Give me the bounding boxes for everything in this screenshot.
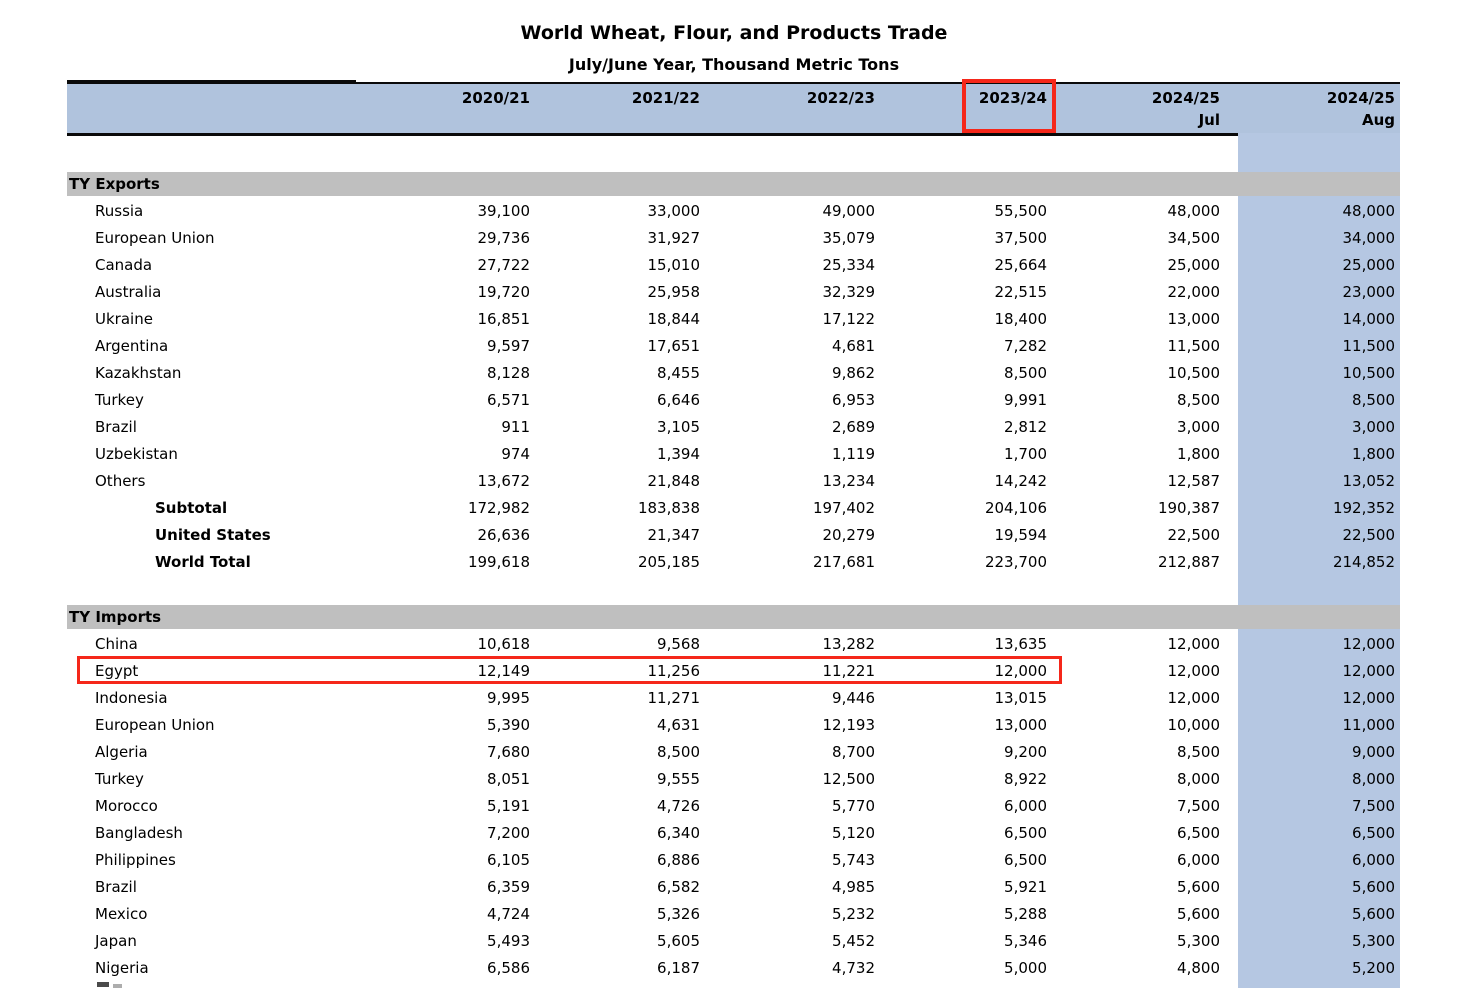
cell-col6: 12,000	[1342, 635, 1395, 653]
cell-col6: 5,600	[1352, 878, 1395, 896]
section-header-ty-imports: TY Imports	[67, 605, 1400, 629]
cell-col4: 8,922	[1004, 770, 1047, 788]
row-label: Egypt	[95, 662, 139, 680]
row-label: Kazakhstan	[95, 364, 182, 382]
cell-col5: 48,000	[1167, 202, 1220, 220]
cell-col1: 8,051	[487, 770, 530, 788]
cell-col5: 13,000	[1167, 310, 1220, 328]
cell-col1: 19,720	[477, 283, 530, 301]
cell-col6: 48,000	[1342, 202, 1395, 220]
header-bottom-border	[67, 133, 1238, 136]
cell-col2: 33,000	[647, 202, 700, 220]
cell-col5: 3,000	[1177, 418, 1220, 436]
table-header	[67, 84, 1400, 133]
table-row	[67, 739, 1400, 766]
cell-col4: 204,106	[984, 499, 1047, 517]
row-label: Argentina	[95, 337, 169, 355]
cell-col4: 37,500	[994, 229, 1047, 247]
cell-col5: 5,600	[1177, 905, 1220, 923]
cell-col1: 12,149	[477, 662, 530, 680]
cell-col4: 2,812	[1004, 418, 1047, 436]
row-label: Morocco	[95, 797, 158, 815]
cell-col6: 11,000	[1342, 716, 1395, 734]
cell-col5: 8,000	[1177, 770, 1220, 788]
cell-col4: 6,000	[1004, 797, 1047, 815]
cell-col1: 29,736	[477, 229, 530, 247]
row-label: United States	[155, 526, 271, 544]
annotation-box-egypt-row	[77, 656, 1062, 684]
cell-col3: 32,329	[822, 283, 875, 301]
column-header-month: Jul	[1198, 111, 1220, 129]
partial-next-row-text	[113, 984, 122, 988]
table-row	[67, 901, 1400, 928]
cell-col2: 17,651	[647, 337, 700, 355]
column-header-year: 2020/21	[461, 89, 530, 107]
cell-col3: 4,985	[832, 878, 875, 896]
table-row	[67, 468, 1400, 495]
cell-col3: 49,000	[822, 202, 875, 220]
row-label: European Union	[95, 716, 215, 734]
cell-col2: 9,555	[657, 770, 700, 788]
table-row	[67, 279, 1400, 306]
table-row	[67, 495, 1400, 522]
row-label: Japan	[95, 932, 137, 950]
cell-col3: 1,119	[832, 445, 875, 463]
cell-col6: 12,000	[1342, 689, 1395, 707]
cell-col3: 11,221	[822, 662, 875, 680]
cell-col4: 18,400	[994, 310, 1047, 328]
cell-col5: 190,387	[1157, 499, 1220, 517]
cell-col1: 6,571	[487, 391, 530, 409]
cell-col2: 4,631	[657, 716, 700, 734]
table-row	[67, 820, 1400, 847]
cell-col2: 3,105	[657, 418, 700, 436]
row-label: Russia	[95, 202, 144, 220]
table-row	[67, 549, 1400, 576]
cell-col5: 212,887	[1157, 553, 1220, 571]
cell-col1: 13,672	[477, 472, 530, 490]
cell-col4: 25,664	[994, 256, 1047, 274]
cell-col3: 5,232	[832, 905, 875, 923]
cell-col6: 12,000	[1342, 662, 1395, 680]
report-subtitle: July/June Year, Thousand Metric Tons	[568, 55, 900, 74]
row-label: Bangladesh	[95, 824, 183, 842]
cell-col3: 5,743	[832, 851, 875, 869]
cell-col2: 11,256	[647, 662, 700, 680]
cell-col5: 7,500	[1177, 797, 1220, 815]
column-header-year: 2022/23	[806, 89, 875, 107]
row-label: Ukraine	[95, 310, 153, 328]
cell-col4: 22,515	[994, 283, 1047, 301]
cell-col6: 10,500	[1342, 364, 1395, 382]
cell-col6: 7,500	[1352, 797, 1395, 815]
row-label: Nigeria	[95, 959, 149, 977]
cell-col2: 1,394	[657, 445, 700, 463]
table-row	[67, 793, 1400, 820]
cell-col5: 5,600	[1177, 878, 1220, 896]
cell-col1: 4,724	[487, 905, 530, 923]
cell-col2: 6,646	[657, 391, 700, 409]
cell-col1: 10,618	[477, 635, 530, 653]
cell-col2: 4,726	[657, 797, 700, 815]
cell-col2: 5,605	[657, 932, 700, 950]
cell-col5: 10,000	[1167, 716, 1220, 734]
cell-col1: 9,597	[487, 337, 530, 355]
cell-col3: 197,402	[812, 499, 875, 517]
cell-col5: 8,500	[1177, 743, 1220, 761]
cell-col6: 1,800	[1352, 445, 1395, 463]
cell-col2: 18,844	[647, 310, 700, 328]
cell-col1: 5,191	[487, 797, 530, 815]
cell-col4: 9,991	[1004, 391, 1047, 409]
partial-next-row-text	[97, 982, 109, 987]
cell-col4: 5,288	[1004, 905, 1047, 923]
table-row	[67, 414, 1400, 441]
cell-col3: 9,446	[832, 689, 875, 707]
cell-col2: 205,185	[637, 553, 700, 571]
cell-col4: 223,700	[984, 553, 1047, 571]
cell-col5: 12,000	[1167, 662, 1220, 680]
cell-col3: 13,234	[822, 472, 875, 490]
cell-col6: 8,500	[1352, 391, 1395, 409]
cell-col4: 7,282	[1004, 337, 1047, 355]
cell-col4: 6,500	[1004, 824, 1047, 842]
cell-col3: 17,122	[822, 310, 875, 328]
column-header-month: Aug	[1361, 111, 1395, 129]
table-row	[67, 225, 1400, 252]
cell-col1: 911	[501, 418, 530, 436]
cell-col4: 13,000	[994, 716, 1047, 734]
row-label: Australia	[95, 283, 162, 301]
cell-col4: 55,500	[994, 202, 1047, 220]
cell-col4: 9,200	[1004, 743, 1047, 761]
cell-col1: 27,722	[477, 256, 530, 274]
cell-col1: 16,851	[477, 310, 530, 328]
cell-col1: 8,128	[487, 364, 530, 382]
cell-col6: 9,000	[1352, 743, 1395, 761]
cell-col3: 217,681	[812, 553, 875, 571]
cell-col6: 22,500	[1342, 526, 1395, 544]
table-row	[67, 387, 1400, 414]
cell-col4: 8,500	[1004, 364, 1047, 382]
table-row	[67, 631, 1400, 658]
row-label: Algeria	[95, 743, 148, 761]
row-label: Indonesia	[95, 689, 168, 707]
cell-col5: 6,500	[1177, 824, 1220, 842]
cell-col1: 6,586	[487, 959, 530, 977]
cell-col2: 5,326	[657, 905, 700, 923]
cell-col2: 8,500	[657, 743, 700, 761]
cell-col1: 9,995	[487, 689, 530, 707]
table-row	[67, 685, 1400, 712]
cell-col2: 25,958	[647, 283, 700, 301]
cell-col1: 199,618	[467, 553, 530, 571]
cell-col4: 13,635	[994, 635, 1047, 653]
cell-col6: 5,200	[1352, 959, 1395, 977]
cell-col3: 8,700	[832, 743, 875, 761]
cell-col3: 5,120	[832, 824, 875, 842]
cell-col3: 2,689	[832, 418, 875, 436]
cell-col1: 39,100	[477, 202, 530, 220]
cell-col3: 13,282	[822, 635, 875, 653]
cell-col2: 6,886	[657, 851, 700, 869]
cell-col6: 34,000	[1342, 229, 1395, 247]
row-label: Turkey	[95, 391, 144, 409]
cell-col6: 5,600	[1352, 905, 1395, 923]
cell-col6: 23,000	[1342, 283, 1395, 301]
row-label: Brazil	[95, 878, 137, 896]
cell-col3: 9,862	[832, 364, 875, 382]
cell-col5: 5,300	[1177, 932, 1220, 950]
cell-col1: 5,493	[487, 932, 530, 950]
column-header-year: 2024/25	[1326, 89, 1395, 107]
cell-col5: 10,500	[1167, 364, 1220, 382]
row-label: Turkey	[95, 770, 144, 788]
cell-col5: 34,500	[1167, 229, 1220, 247]
column-header-year: 2024/25	[1151, 89, 1220, 107]
cell-col3: 5,770	[832, 797, 875, 815]
table-row	[67, 712, 1400, 739]
cell-col6: 25,000	[1342, 256, 1395, 274]
cell-col2: 9,568	[657, 635, 700, 653]
table-row	[67, 333, 1400, 360]
cell-col2: 6,582	[657, 878, 700, 896]
cell-col4: 5,000	[1004, 959, 1047, 977]
table-row	[67, 252, 1400, 279]
cell-col3: 5,452	[832, 932, 875, 950]
cell-col2: 21,347	[647, 526, 700, 544]
cell-col3: 35,079	[822, 229, 875, 247]
cell-col6: 214,852	[1332, 553, 1395, 571]
table-row	[67, 198, 1400, 225]
cell-col2: 8,455	[657, 364, 700, 382]
table-row	[67, 522, 1400, 549]
annotation-box-2023-24-header	[962, 79, 1056, 133]
row-label: Philippines	[95, 851, 176, 869]
cell-col4: 13,015	[994, 689, 1047, 707]
table-row	[67, 441, 1400, 468]
cell-col5: 22,500	[1167, 526, 1220, 544]
cell-col1: 6,359	[487, 878, 530, 896]
row-label: Brazil	[95, 418, 137, 436]
cell-col3: 12,193	[822, 716, 875, 734]
row-label: Canada	[95, 256, 153, 274]
cell-col5: 6,000	[1177, 851, 1220, 869]
cell-col3: 20,279	[822, 526, 875, 544]
cell-col4: 19,594	[994, 526, 1047, 544]
cell-col2: 31,927	[647, 229, 700, 247]
cell-col1: 6,105	[487, 851, 530, 869]
cell-col5: 11,500	[1167, 337, 1220, 355]
cell-col4: 5,346	[1004, 932, 1047, 950]
cell-col2: 6,340	[657, 824, 700, 842]
cell-col2: 183,838	[637, 499, 700, 517]
cell-col2: 21,848	[647, 472, 700, 490]
header-top-border-thick	[67, 80, 356, 84]
cell-col5: 1,800	[1177, 445, 1220, 463]
cell-col4: 14,242	[994, 472, 1047, 490]
cell-col6: 6,000	[1352, 851, 1395, 869]
report-title: World Wheat, Flour, and Products Trade	[520, 22, 948, 44]
row-label: Uzbekistan	[95, 445, 178, 463]
cell-col4: 1,700	[1004, 445, 1047, 463]
cell-col6: 11,500	[1342, 337, 1395, 355]
table-row	[67, 874, 1400, 901]
table-row	[67, 928, 1400, 955]
cell-col2: 11,271	[647, 689, 700, 707]
column-header-year: 2023/24	[978, 89, 1047, 107]
cell-col3: 25,334	[822, 256, 875, 274]
cell-col4: 5,921	[1004, 878, 1047, 896]
cell-col5: 25,000	[1167, 256, 1220, 274]
cell-col4: 6,500	[1004, 851, 1047, 869]
row-label: European Union	[95, 229, 215, 247]
cell-col1: 26,636	[477, 526, 530, 544]
cell-col6: 192,352	[1332, 499, 1395, 517]
cell-col1: 172,982	[467, 499, 530, 517]
table-row	[67, 955, 1400, 982]
column-header-year: 2021/22	[631, 89, 700, 107]
cell-col5: 12,000	[1167, 689, 1220, 707]
cell-col5: 12,000	[1167, 635, 1220, 653]
cell-col6: 5,300	[1352, 932, 1395, 950]
row-label: World Total	[155, 553, 251, 571]
cell-col3: 4,681	[832, 337, 875, 355]
cell-col1: 974	[501, 445, 530, 463]
table-row	[67, 306, 1400, 333]
row-label: Others	[95, 472, 146, 490]
row-label: Subtotal	[155, 499, 228, 517]
cell-col1: 7,680	[487, 743, 530, 761]
row-label: Mexico	[95, 905, 148, 923]
cell-col5: 8,500	[1177, 391, 1220, 409]
cell-col5: 12,587	[1167, 472, 1220, 490]
table-row	[67, 847, 1400, 874]
cell-col1: 7,200	[487, 824, 530, 842]
cell-col3: 4,732	[832, 959, 875, 977]
cell-col6: 14,000	[1342, 310, 1395, 328]
cell-col2: 6,187	[657, 959, 700, 977]
cell-col3: 12,500	[822, 770, 875, 788]
section-header-ty-exports: TY Exports	[67, 172, 1400, 196]
cell-col6: 8,000	[1352, 770, 1395, 788]
cell-col5: 22,000	[1167, 283, 1220, 301]
cell-col5: 4,800	[1177, 959, 1220, 977]
table-row	[67, 766, 1400, 793]
cell-col1: 5,390	[487, 716, 530, 734]
cell-col6: 6,500	[1352, 824, 1395, 842]
cell-col6: 13,052	[1342, 472, 1395, 490]
cell-col2: 15,010	[647, 256, 700, 274]
cell-col3: 6,953	[832, 391, 875, 409]
cell-col4: 12,000	[994, 662, 1047, 680]
cell-col6: 3,000	[1352, 418, 1395, 436]
table-row	[67, 360, 1400, 387]
row-label: China	[95, 635, 138, 653]
